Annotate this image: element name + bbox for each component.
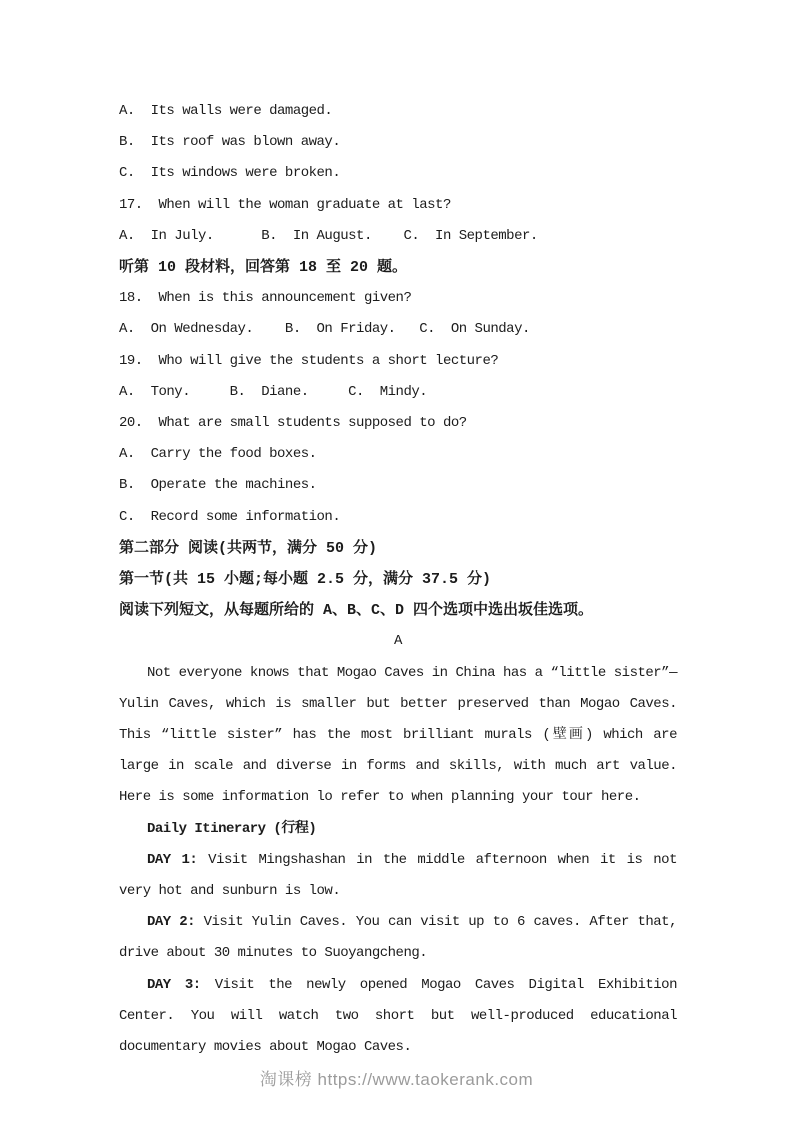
q16-option-c: C. Its windows were broken. bbox=[119, 165, 341, 182]
passage-paragraph: Not everyone knows that Mogao Caves in China has a “little sister”—Yulin Caves, which is smaller but better preserved than Mogao Caves. This “little sister” has the most brilliant murals (壁画) which are large in scale and diverse in forms and skills, with much art value. Here is some information lo refer to when planning your tour here. bbox=[119, 664, 677, 806]
reading-instruction: 阅读下列短文，从每题所给的 A、B、C、D 四个选项中选出坂佳选项。 bbox=[119, 602, 594, 620]
section1-heading: 第一节(共 15 小题;每小题 2.5 分，满分 37.5 分) bbox=[119, 571, 492, 589]
day2-text: Visit Yulin Caves. You can visit up to 6 caves. After that, drive about 30 minutes to Suoyangcheng. bbox=[119, 914, 677, 962]
day3-paragraph bbox=[119, 970, 677, 1064]
part2-heading: 第二部分 阅读(共两节，满分 50 分) bbox=[119, 539, 378, 557]
material-10-note: 听第 10 段材料，回答第 18 至 20 题。 bbox=[119, 259, 408, 277]
watermark-footer: 淘课榜 https://www.taokerank.com bbox=[259, 1070, 534, 1089]
q17-options: A. In July. B. In August. C. In September. bbox=[119, 227, 538, 244]
q20-option-b: B. Operate the machines. bbox=[119, 477, 317, 494]
day1-paragraph bbox=[119, 845, 677, 907]
day2-paragraph bbox=[119, 907, 677, 969]
q19-options: A. Tony. B. Diane. C. Mindy. bbox=[119, 383, 428, 400]
page-content bbox=[119, 96, 677, 1063]
day2-label: DAY 2: bbox=[147, 914, 196, 931]
day1-label: DAY 1: bbox=[147, 851, 198, 868]
q20-question: 20. What are small students supposed to do? bbox=[119, 415, 467, 432]
day3-text: Visit the newly opened Mogao Caves Digital Exhibition Center. You will watch two short but well-produced educational documentary movies about Mogao Caves. bbox=[119, 976, 677, 1056]
q20-option-c: C. Record some information. bbox=[119, 508, 341, 525]
q18-question: 18. When is this announcement given? bbox=[119, 290, 412, 307]
q16-option-b: B. Its roof was blown away. bbox=[119, 134, 341, 151]
q18-options: A. On Wednesday. B. On Friday. C. On Sunday. bbox=[119, 321, 530, 338]
itinerary-title: Daily Itinerary (行程) bbox=[147, 820, 317, 837]
day1-text: Visit Mingshashan in the middle afternoon when it is not very hot and sunburn is low. bbox=[119, 851, 677, 900]
day3-label: DAY 3: bbox=[147, 976, 201, 993]
q20-option-a: A. Carry the food boxes. bbox=[119, 446, 317, 463]
passage-label: A bbox=[394, 633, 402, 650]
q16-option-a: A. Its walls were damaged. bbox=[119, 103, 333, 119]
q17-question: 17. When will the woman graduate at last? bbox=[119, 196, 451, 213]
q19-question: 19. Who will give the students a short lecture? bbox=[119, 352, 499, 369]
